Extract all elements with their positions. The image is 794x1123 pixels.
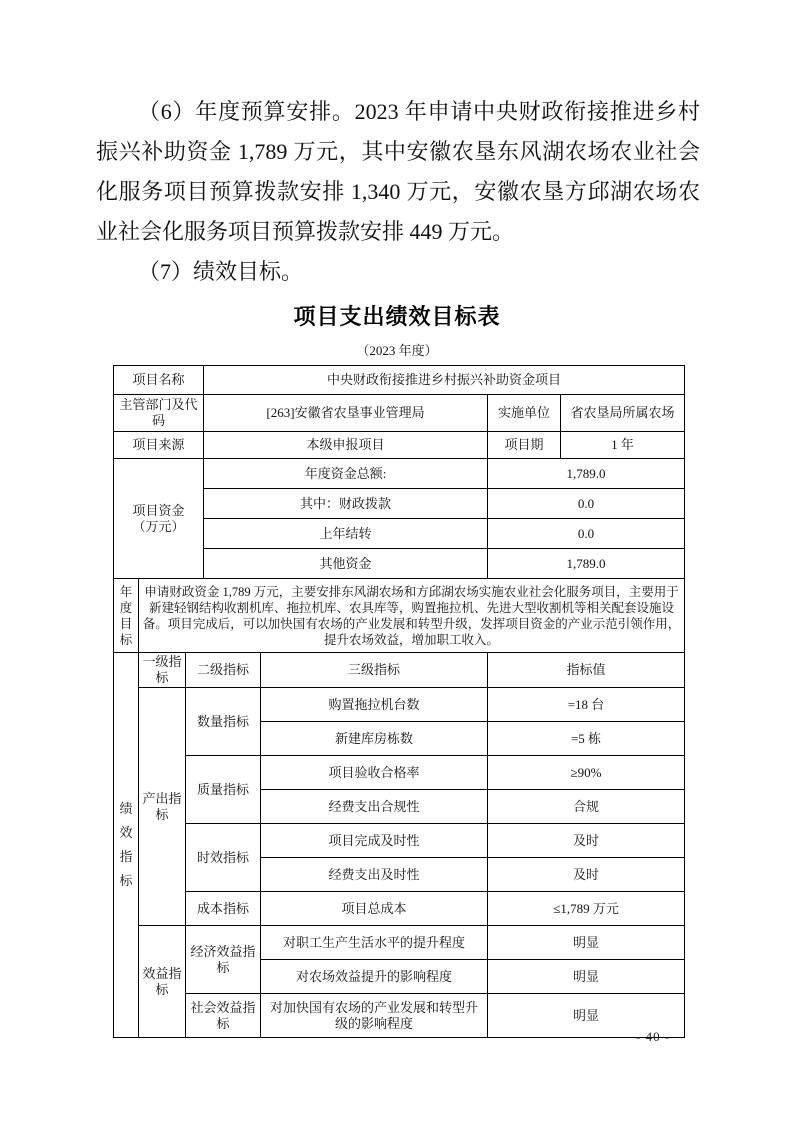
project-name-value-cell: 中央财政衔接推进乡村振兴补助资金项目 (204, 366, 685, 395)
indicator-cell: 购置拖拉机台数 (261, 688, 488, 722)
indicator-value-cell: 明显 (488, 960, 685, 994)
table-row (114, 579, 685, 653)
indicator-cell: 对职工生产生活水平的提升程度 (261, 926, 488, 960)
level1-benefit-cell: 效益指标 (139, 926, 186, 1038)
performance-target-table (113, 365, 685, 1038)
level2-quantity-cell: 数量指标 (186, 688, 261, 756)
indicator-value-cell: 及时 (488, 824, 685, 858)
source-label-cell: 项目来源 (114, 432, 204, 459)
indicator-cell: 经费支出合规性 (261, 790, 488, 824)
paragraph-performance-goal: （7）绩效目标。 (138, 259, 304, 284)
header-level1-cell: 一级指标 (139, 653, 186, 688)
level2-timeliness-cell: 时效指标 (186, 824, 261, 892)
header-level2-cell: 二级指标 (186, 653, 261, 688)
indicator-cell: 项目完成及时性 (261, 824, 488, 858)
header-level3-cell: 三级指标 (261, 653, 488, 688)
table-row (114, 824, 685, 858)
indicator-cell: 对农场效益提升的影响程度 (261, 960, 488, 994)
table-row (114, 994, 685, 1038)
indicator-value-cell: 及时 (488, 858, 685, 892)
table-row (114, 459, 685, 489)
level2-economic-benefit-cell: 经济效益指标 (186, 926, 261, 994)
level1-output-cell: 产出指标 (139, 688, 186, 926)
source-value-cell: 本级申报项目 (204, 432, 488, 459)
indicator-value-cell: ≤1,789 万元 (488, 892, 685, 926)
header-value-cell: 指标值 (488, 653, 685, 688)
table-row (114, 366, 685, 395)
table-row (114, 653, 685, 688)
indicator-value-cell: 明显 (488, 994, 685, 1038)
table-row (114, 432, 685, 459)
table-title: 项目支出绩效目标表 (293, 304, 501, 329)
impl-unit-value-cell: 省农垦局所属农场 (561, 395, 685, 432)
funds-label-cell (114, 459, 204, 579)
table-row (114, 756, 685, 790)
fund-row-value: 1,789.0 (488, 549, 685, 579)
annual-goal-text-cell: 申请财政资金 1,789 万元，主要安排东风湖农场和方邱湖农场实施农业社会化服务项目，主要用于新建轻钢结构收割机库、拖拉机库、农具库等，购置拖拉机、先进大型收割机等相关配套设施设备。项目完成后，可以加快国有农场的产业发展和转型升级，发挥项目资金的产业示范引领作用，提升农场效益，增加职工收入。 (139, 579, 685, 653)
indicator-value-cell: 明显 (488, 926, 685, 960)
paragraph-budget-arrangement: （6）年度预算安排。2023 年申请中央财政衔接推进乡村振兴补助资金 1,789 万元，其中安徽农垦东风湖农场农业社会化服务项目预算拨款安排 1,340 万元，安徽农垦方邱湖农场农业社会化服务项目预算拨款安排 449 万元。 (96, 99, 700, 244)
fund-row-label: 年度资金总额: (204, 459, 488, 489)
funds-label-line2: （万元） (132, 518, 185, 534)
project-name-label-cell: 项目名称 (114, 366, 204, 395)
level2-social-benefit-cell: 社会效益指标 (186, 994, 261, 1038)
table-row (114, 395, 685, 432)
dept-value-cell: [263]安徽省农垦事业管理局 (204, 395, 488, 432)
indicator-cell: 项目总成本 (261, 892, 488, 926)
fund-row-value: 1,789.0 (488, 459, 685, 489)
fund-row-label: 其中：财政拨款 (204, 489, 488, 519)
impl-unit-label-cell: 实施单位 (488, 395, 561, 432)
perf-label-cell: 绩效指标 (114, 653, 139, 1038)
annual-goal-label-cell: 年度目标 (114, 579, 139, 653)
indicator-value-cell: =5 栋 (488, 722, 685, 756)
indicator-cell: 新建库房栋数 (261, 722, 488, 756)
level2-quality-cell: 质量指标 (186, 756, 261, 824)
page-number: - 40 - (636, 1029, 671, 1044)
indicator-cell: 对加快国有农场的产业发展和转型升级的影响程度 (261, 994, 488, 1038)
indicator-value-cell: ≥90% (488, 756, 685, 790)
indicator-cell: 经费支出及时性 (261, 858, 488, 892)
fund-row-label: 其他资金 (204, 549, 488, 579)
fund-row-label: 上年结转 (204, 519, 488, 549)
table-row (114, 688, 685, 722)
period-value-cell: 1 年 (561, 432, 685, 459)
indicator-value-cell: 合规 (488, 790, 685, 824)
fund-row-value: 0.0 (488, 489, 685, 519)
table-row (114, 892, 685, 926)
paragraph-block (0, 0, 794, 292)
level2-cost-cell: 成本指标 (186, 892, 261, 926)
table-subtitle: （2023 年度） (356, 343, 438, 358)
dept-label-cell: 主管部门及代码 (114, 395, 204, 432)
period-label-cell: 项目期 (488, 432, 561, 459)
indicator-value-cell: =18 台 (488, 688, 685, 722)
funds-label-line1: 项目资金 (132, 502, 185, 518)
table-row (114, 926, 685, 960)
fund-row-value: 0.0 (488, 519, 685, 549)
indicator-cell: 项目验收合格率 (261, 756, 488, 790)
